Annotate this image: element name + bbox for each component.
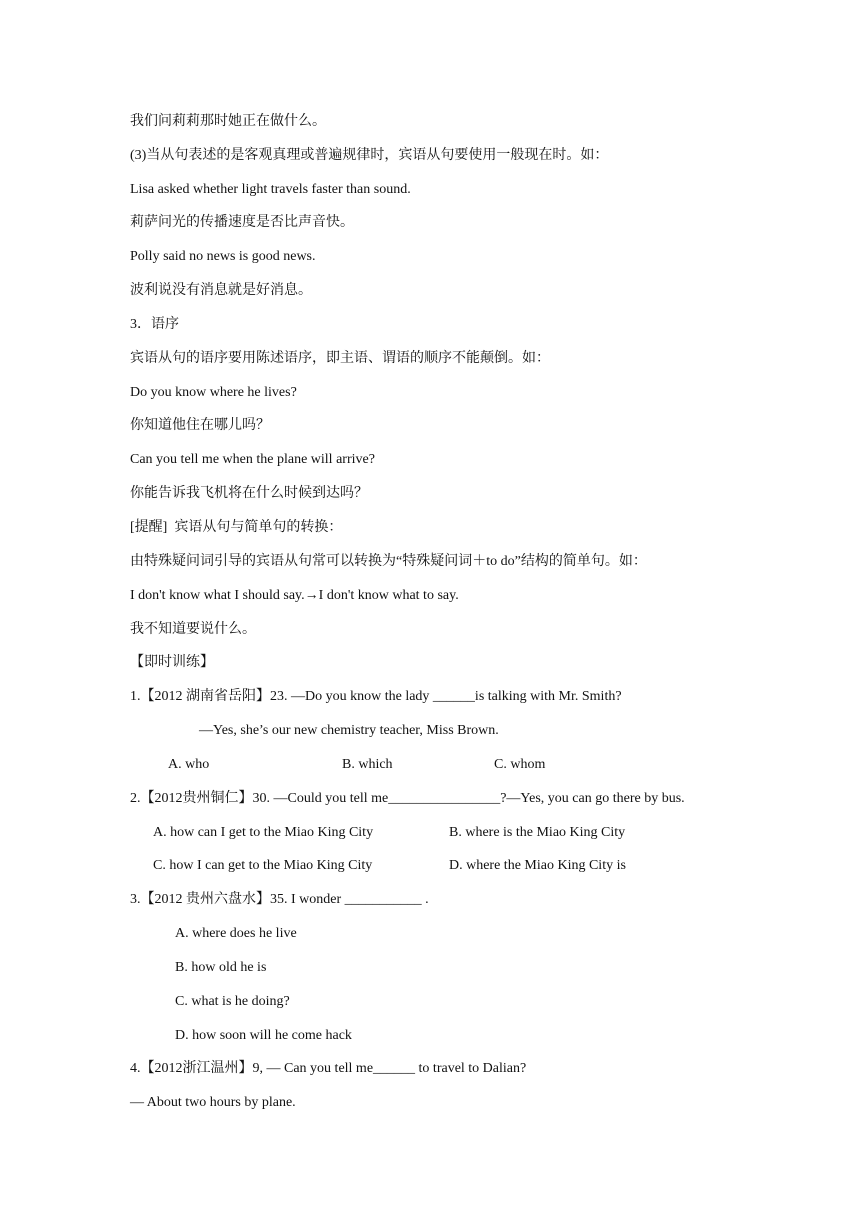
answer-option: C. whom — [494, 757, 546, 772]
section-heading: 【即时训练】 — [130, 655, 214, 670]
question-stem: 3.【2012 贵州六盘水】35. I wonder ___________ . — [130, 892, 429, 907]
text-line: 由特殊疑问词引导的宾语从句常可以转换为“特殊疑问词＋to do”结构的简单句。如： — [130, 554, 647, 569]
text-line: 你能告诉我飞机将在什么时候到达吗？ — [130, 486, 368, 501]
answer-option: C. what is he doing? — [175, 994, 290, 1009]
text-line: 你知道他住在哪儿吗？ — [130, 418, 270, 433]
answer-option: D. how soon will he come hack — [175, 1028, 352, 1043]
question-stem: 4.【2012浙江温州】9, — Can you tell me______ to travel to Dalian? — [130, 1061, 527, 1076]
text-line: 我不知道要说什么。 — [130, 622, 256, 637]
question-stem: 1.【2012 湖南省岳阳】23. —Do you know the lady ______is talking with Mr. Smith? — [130, 689, 622, 704]
text-line: Polly said no news is good news. — [130, 249, 316, 264]
answer-option: A. where does he live — [175, 926, 297, 941]
text-line: 我们问莉莉那时她正在做什么。 — [130, 114, 326, 129]
question-reply: — About two hours by plane. — [130, 1095, 296, 1110]
answer-option: A. how can I get to the Miao King City — [153, 825, 374, 840]
text-line: (3)当从句表述的是客观真理或普遍规律时，宾语从句要使用一般现在时。如： — [130, 148, 609, 163]
text-line: 莉萨问光的传播速度是否比声音快。 — [130, 215, 354, 230]
text-line: Can you tell me when the plane will arrive? — [130, 452, 375, 467]
text-line: Lisa asked whether light travels faster than sound. — [130, 182, 411, 197]
text-line: 波利说没有消息就是好消息。 — [130, 283, 312, 298]
answer-option: B. how old he is — [175, 960, 267, 975]
text-line: I don't know what I should say.→I don't know what to say. — [130, 588, 459, 603]
question-reply: —Yes, she’s our new chemistry teacher, Miss Brown. — [199, 723, 499, 738]
section-heading: 3．语序 — [130, 317, 179, 332]
question-stem: 2.【2012贵州铜仁】30. —Could you tell me________________?—Yes, you can go there by bus. — [130, 791, 685, 806]
answer-option: C. how I can get to the Miao King City — [153, 858, 373, 873]
answer-option: B. which — [342, 757, 393, 772]
text-line: 宾语从句的语序要用陈述语序，即主语、谓语的顺序不能颠倒。如： — [130, 351, 550, 366]
text-line: [提醒] 宾语从句与简单句的转换： — [130, 520, 343, 535]
answer-option: B. where is the Miao King City — [449, 825, 626, 840]
answer-option: D. where the Miao King City is — [449, 858, 626, 873]
text-line: Do you know where he lives? — [130, 385, 297, 400]
answer-option: A. who — [168, 757, 210, 772]
